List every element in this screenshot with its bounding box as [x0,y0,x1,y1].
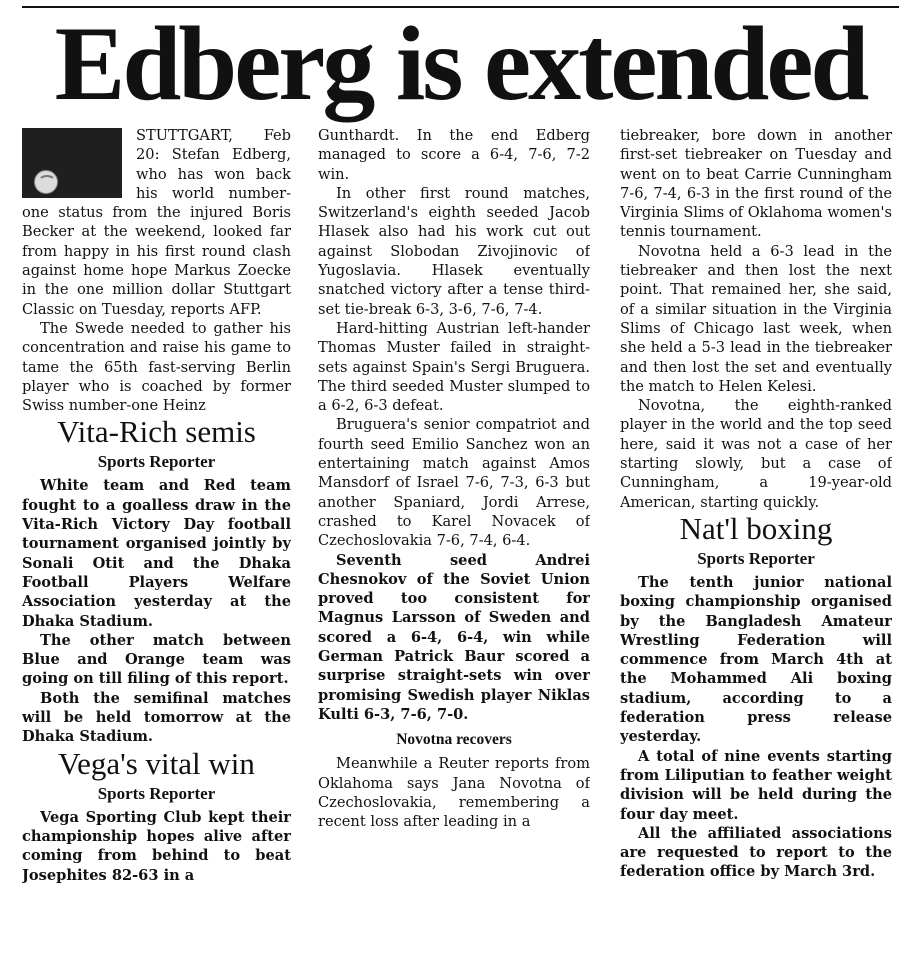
edberg-paragraph-4: Bruguera's senior compatriot and fourth seed Emilio Sanchez won an entertaining match against Amos Mansdorf of Israel 7-6, 7-3, 6-3 but another Spaniard, Jordi Arrese, crashed to Karel Novacek of Czechoslovakia 7-6, 7-4, 6-4. [318,416,590,550]
boxing-byline: Sports Reporter [697,548,815,568]
vega-paragraph-1: Vega Sporting Club kept their championship hopes alive after coming from behind to beat Josephites 82-63 in a [22,808,291,884]
column-3 [620,126,892,967]
column-1 [22,126,291,967]
boxing-paragraph-3: All the affiliated associations are requested to report to the federation office by March 3rd. [620,824,892,881]
novotna-paragraph-4: Novotna, the eighth-ranked player in the world and the top seed here, said it was not a case of her starting slowly, but a case of Cunningham, a 19-year-old American, starting quickly. [620,397,892,511]
novotna-paragraph-1: Meanwhile a Reuter reports from Oklahoma says Jana Novotna of Czechoslovakia, remembering a recent loss after leading in a [318,755,590,831]
vega-title: Vega's vital win [58,745,255,781]
novotna-subhead: Novotna recovers [396,731,512,749]
lead-paragraph-2: The Swede needed to gather his concentration and raise his game to tame the 65th fast-serving Berlin player who is coached by former Swiss number-one Heinz [22,319,291,415]
vita-rich-paragraph-2: The other match between Blue and Orange team was going on till filing of this report. [22,631,291,688]
edberg-paragraph-1: Gunthardt. In the end Edberg managed to score a 6-4, 7-6, 7-2 win. [318,127,590,183]
boxing-paragraph-2: A total of nine events starting from Liliputian to feather weight division will be held during the four day meet. [620,747,892,823]
edberg-paragraph-5: Seventh seed Andrei Chesnokov of the Soviet Union proved too consistent for Magnus Larsson of Sweden and scored a 6-4, 6-4, win while German Patrick Baur scored a surprise straight-sets win over promising Swedish player Niklas Kulti 6-3, 7-6, 7-0. [318,551,590,723]
edberg-paragraph-3: Hard-hitting Austrian left-hander Thomas Muster failed in straight-sets against Spain's Sergi Bruguera. The third seeded Muster slumped to a 6-2, 6-3 defeat. [318,319,590,415]
vega-byline: Sports Reporter [97,783,216,803]
edberg-paragraph-2: In other first round matches, Switzerland's eighth seeded Jacob Hlasek also had his work cut out against Slobodan Zivojinovic of Yugoslavia. Hlasek eventually snatched victory after a tense third-set tie-break 6-3, 3-6, 7-6, 7-4. [318,184,590,318]
tennis-ball-icon [34,170,58,194]
novotna-paragraph-3: Novotna held a 6-3 lead in the tiebreaker and then lost the next point. That remained her, she said, of a similar situation in the Virginia Slims of Chicago last week, when she held a 5-3 lead in the tiebreaker and then lost the set and eventually the match to Helen Kelesi. [620,242,892,395]
column-2 [318,126,590,967]
novotna-paragraph-2: tiebreaker, bore down in another first-set tiebreaker on Tuesday and went on to beat Carrie Cunningham 7-6, 7-4, 6-3 in the first round of the Virginia Slims of Oklahoma women's tennis tournament. [620,127,892,241]
headline: Edberg is extended [54,5,867,122]
vita-rich-byline: Sports Reporter [97,452,216,472]
boxing-title: Nat'l boxing [679,510,833,546]
vita-rich-title: Vita-Rich semis [57,414,256,450]
boxing-paragraph-1: The tenth junior national boxing championship organised by the Bangladesh Amateur Wrestling Federation will commence from March 4th at the Mohammed Ali boxing stadium, according to a federation press release yesterday. [620,573,892,746]
tennis-photo [22,128,122,198]
vita-rich-paragraph-1: White team and Red team fought to a goalless draw in the Vita-Rich Victory Day football tournament organised jointly by Sonali Otit and the Dhaka Football Players Welfare Association yesterday at the Dhaka Stadium. [22,477,291,630]
vita-rich-paragraph-3: Both the semifinal matches will be held tomorrow at the Dhaka Stadium. [22,689,291,746]
lead-paragraph: STUTTGART, Feb 20: Stefan Edberg, who has won back his world number-one status from the injured Boris Becker at the weekend, looked far from happy in his first round clash against home hope Markus Zoecke in the one million dollar Stuttgart Classic on Tuesday, reports AFP. [22,127,291,318]
